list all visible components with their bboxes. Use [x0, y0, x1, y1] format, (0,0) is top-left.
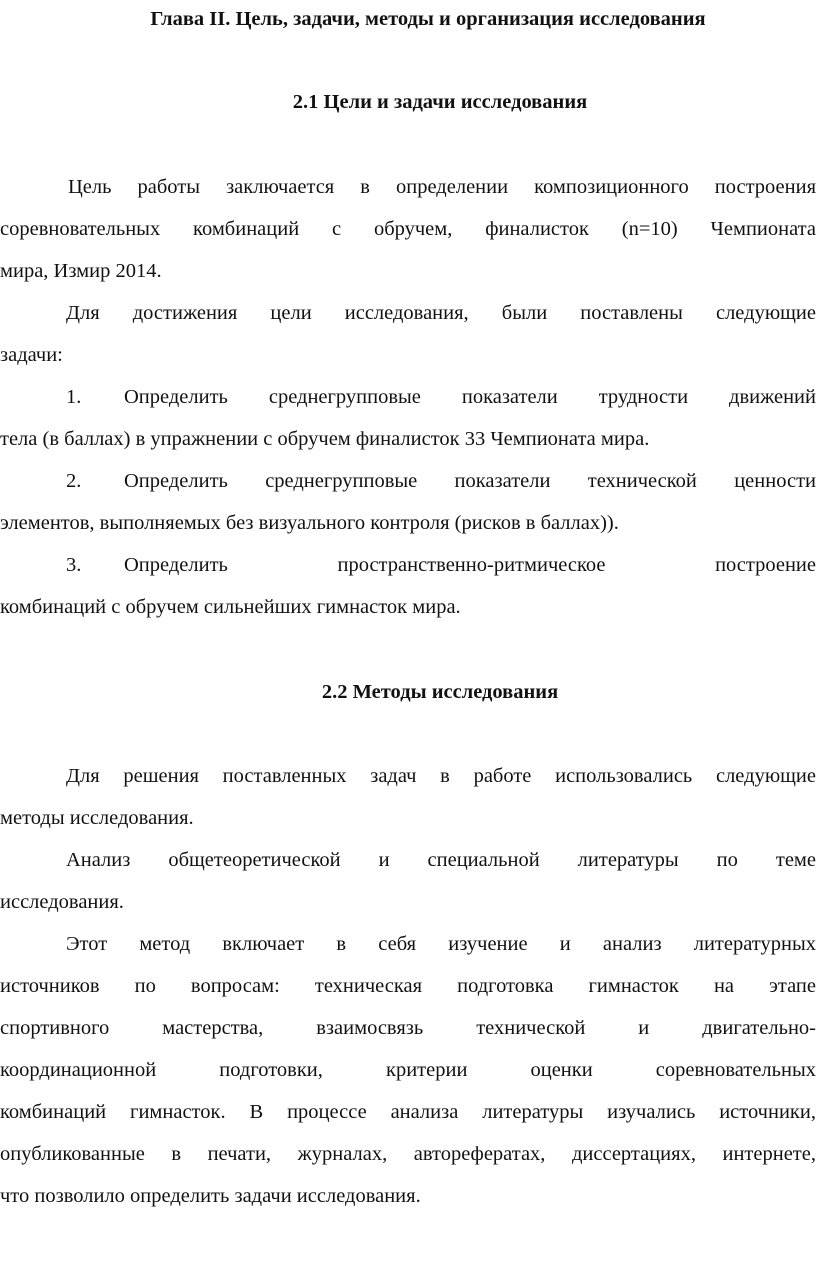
section-title-goals: 2.1 Цели и задачи исследования — [292, 91, 588, 113]
text-line: методы исследования. — [0, 807, 194, 829]
text-line: соревновательных комбинаций с обручем, финалисток (n=10) Чемпионата — [0, 218, 816, 240]
list-item-text: Определить пространственно-ритмическое построение — [124, 554, 816, 576]
chapter-title: Глава II. Цель, задачи, методы и организация исследования — [150, 8, 706, 30]
text-line: задачи: — [0, 344, 63, 366]
text-line: комбинаций гимнасток. В процессе анализа литературы изучались источники, — [0, 1101, 816, 1123]
text-line: спортивного мастерства, взаимосвязь технической и двигательно- — [0, 1017, 816, 1039]
text-line: источников по вопросам: техническая подготовка гимнасток на этапе — [0, 975, 816, 997]
text-line: Анализ общетеоретической и специальной литературы по теме — [66, 849, 816, 871]
text-line: координационной подготовки, критерии оценки соревновательных — [0, 1059, 816, 1081]
text-line: Для достижения цели исследования, были поставлены следующие — [66, 302, 816, 324]
text-line: опубликованные в печати, журналах, авторефератах, диссертациях, интернете, — [0, 1143, 816, 1165]
list-item-number: 3. — [66, 554, 82, 576]
text-line: элементов, выполняемых без визуального контроля (рисков в баллах)). — [0, 512, 619, 534]
section-title-methods: 2.2 Методы исследования — [321, 681, 559, 703]
list-item-number: 1. — [66, 386, 82, 408]
text-line: Цель работы заключается в определении композиционного построения — [68, 176, 816, 198]
text-line: комбинаций с обручем сильнейших гимнасток мира. — [0, 596, 461, 618]
text-line: Для решения поставленных задач в работе использовались следующие — [66, 765, 816, 787]
list-item-number: 2. — [66, 470, 82, 492]
text-line: мира, Измир 2014. — [0, 260, 162, 282]
text-line: исследования. — [0, 891, 124, 913]
text-line: тела (в баллах) в упражнении с обручем финалисток 33 Чемпионата мира. — [0, 428, 650, 450]
list-item-text: Определить среднегрупповые показатели технической ценности — [124, 470, 816, 492]
text-line: Этот метод включает в себя изучение и анализ литературных — [66, 933, 816, 955]
list-item-text: Определить среднегрупповые показатели трудности движений — [124, 386, 816, 408]
text-line: что позволило определить задачи исследования. — [0, 1185, 421, 1207]
